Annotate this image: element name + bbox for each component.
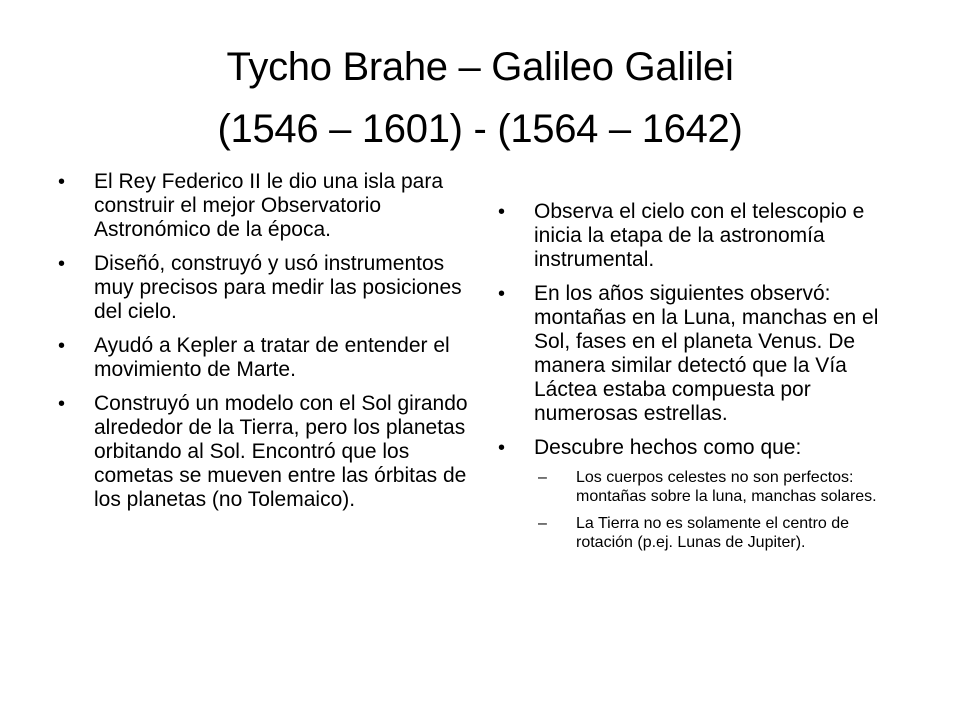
sub-list [534,468,910,552]
dash-icon: – [538,469,547,486]
list-item-text: En los años siguientes observó: montañas en la Luna, manchas en el Sol, fases en el planeta Venus. De manera similar detectó que la Vía Láctea estaba compuesta por numerosas estrellas. [534,282,879,425]
list-item-text: Descubre hechos como que: [534,436,802,459]
list-item [498,200,910,272]
sub-list-item [534,468,910,506]
bullet-icon: • [498,201,506,223]
list-item-text: Ayudó a Kepler a tratar de entender el movimiento de Marte. [94,334,450,381]
list-item-text: Construyó un modelo con el Sol girando alrededor de la Tierra, pero los planetas orbitando al Sol. Encontró que los cometas se mueven entre las órbitas de los planetas (no Tolemaico). [94,392,468,511]
slide-title [60,36,900,160]
list-item-text: El Rey Federico II le dio una isla para construir el mejor Observatorio Astronómico de la época. [94,170,444,241]
list-item [58,392,478,512]
bullet-icon: • [498,437,506,459]
title-line-dates: (1546 – 1601) - (1564 – 1642) [217,107,743,151]
bullet-icon: • [58,171,66,193]
title-line-names: Tycho Brahe – Galileo Galilei [226,45,734,89]
list-item [58,334,478,382]
bullet-icon: • [58,253,66,275]
sub-list-item-text: Los cuerpos celestes no son perfectos: montañas sobre la luna, manchas solares. [576,469,877,505]
list-item [58,170,478,242]
dash-icon: – [538,515,547,532]
bullet-icon: • [58,393,66,415]
sub-list-item-text: La Tierra no es solamente el centro de rotación (p.ej. Lunas de Jupiter). [576,515,850,551]
list-item [498,282,910,426]
list-item-text: Observa el cielo con el telescopio e inicia la etapa de la astronomía instrumental. [534,200,865,271]
right-column-list [498,200,910,562]
bullet-icon: • [498,283,506,305]
list-item [58,252,478,324]
list-item-text: Diseñó, construyó y usó instrumentos muy precisos para medir las posiciones del cielo. [94,252,462,323]
sub-list-item [534,514,910,552]
left-column-list [58,170,478,522]
list-item [498,436,910,552]
bullet-icon: • [58,335,66,357]
